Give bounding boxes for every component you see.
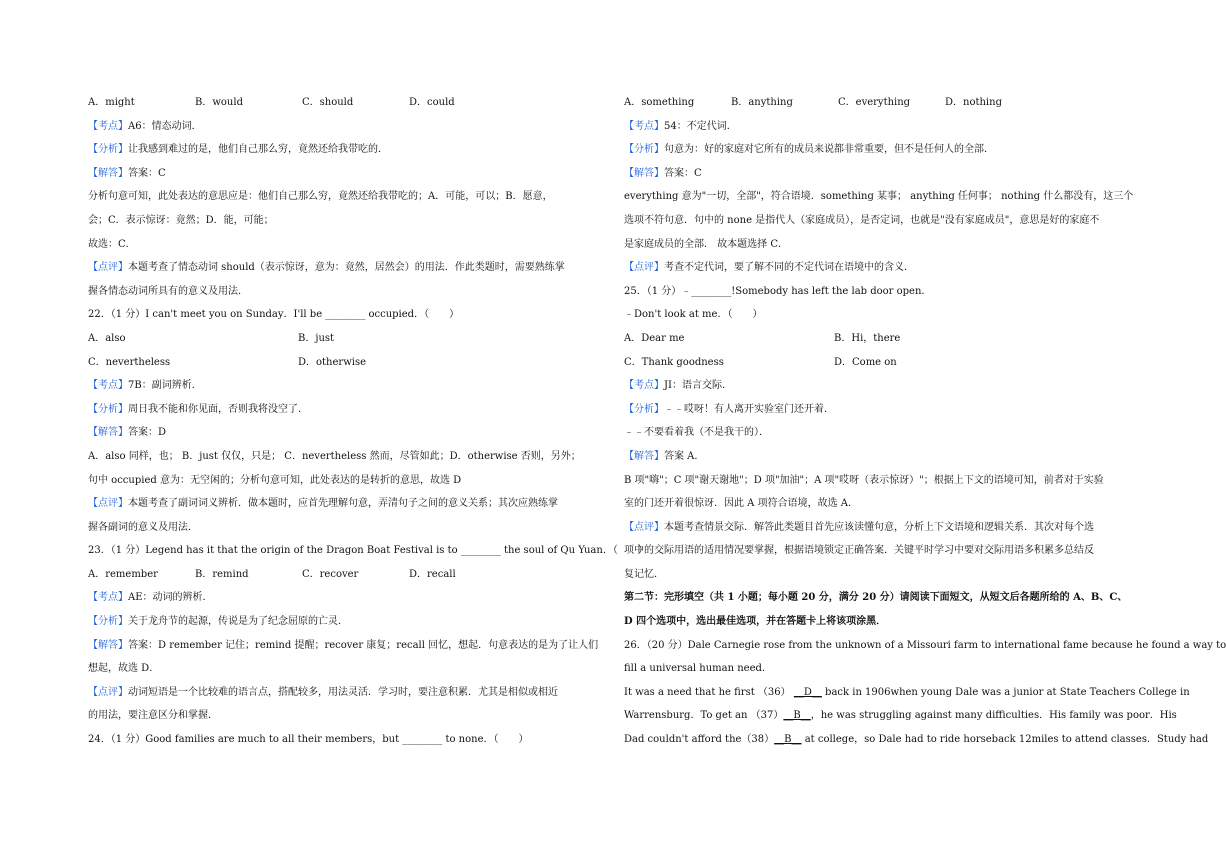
option-a: A．Dear me [624, 332, 685, 344]
option-b: B．Hi，there [834, 332, 901, 344]
section-heading-cont: D 四个选项中，选出最佳选项，并在答题卡上将该项涂黑． [624, 616, 887, 628]
q23-body-line: 想起，故选 D． [88, 663, 160, 675]
q23-dianping: 【点评】动词短语是一个比较难的语言点，搭配较多，用法灵活．学习时，要注意积累．尤其是相似或相近 [88, 686, 558, 698]
option-d: D．could [409, 97, 455, 108]
option-c: C．everything [838, 97, 911, 108]
q24-fenxi: 【分析】句意为：好的家庭对它所有的成员来说都非常重要，但不是任何人的全部． [624, 144, 994, 156]
option-d: D．recall [409, 568, 456, 580]
q24-dianping: 【点评】考查不定代词，要了解不同的不定代词在语境中的含义． [624, 262, 914, 274]
q25-options-row1 [624, 330, 1129, 354]
option-c: C．nevertheless [88, 356, 171, 368]
q25-dianping: 【点评】本题考查情景交际．解答此类题目首先应该读懂句意，分析上下文语境和逻辑关系．其次对每个选 [624, 521, 1094, 533]
q21-kaodian: 【考点】A6：情态动词． [88, 120, 202, 132]
option-d: D．otherwise [298, 356, 367, 368]
option-a: A．might [88, 97, 135, 108]
q24-body-line: 选项不符句意．句中的 none 是指代人（家庭成员），是否定词，也就是"没有家庭成员"，意思是好的家庭不 [624, 214, 1100, 226]
q22-dianping: 【点评】本题考查了副词词义辨析．做本题时，应首先理解句意，弄清句子之间的意义关系；其次应熟练掌 [88, 498, 558, 510]
option-b: B．just [298, 332, 335, 344]
q26-passage-line: Warrensburg．To get an （37）__B__，he was struggling against many difficulties．His family was poor．His [624, 710, 1177, 722]
q26-stem-cont: fill a universal human need． [624, 663, 772, 675]
q24-jieda: 【解答】答案：C [624, 167, 702, 179]
q22-body-line: 句中 occupied 意为：无空闲的；分析句意可知，此处表达的是转折的意思，故选 D [88, 474, 462, 486]
q21-dianping-cont: 握各情态动词所具有的意义及用法． [88, 285, 248, 297]
q22-stem: 22．（1 分）I can't meet you on Sunday．I'll be ________ occupied．（ ） [88, 309, 460, 321]
q24-body-line: 是家庭成员的全部． 故本题选择 C． [624, 238, 789, 250]
q22-jieda: 【解答】答案：D [88, 427, 167, 439]
section-heading: 第二节：完形填空（共 1 小题；每小题 20 分，满分 20 分）请阅读下面短文，从短文后各题所给的 A、B、C、 [624, 592, 1128, 604]
option-b: B．remind [195, 568, 249, 580]
right-column [624, 94, 1226, 755]
q23-stem: 23．（1 分）Legend has it that the origin of the Dragon Boat Festival is to ________ the soul of Qu Yuan．（ ） [88, 545, 648, 557]
q25-stem: 25．（1 分）﹣________!Somebody has left the lab door open． [624, 285, 932, 297]
q21-body-line: 分析句意可知，此处表达的意思应是：他们自己那么穷，竟然还给我带吃的；A．可能，可以；B．愿意， [88, 191, 553, 203]
q22-options-row2 [88, 354, 593, 378]
q26-stem: 26．（20 分）Dale Carnegie rose from the unknown of a Missouri farm to international fame because he found a way to [624, 639, 1226, 651]
q25-body-line: B 项"嗨"；C 项"谢天谢地"；D 项"加油"；A 项"哎呀（表示惊讶）"；根据上下文的语境可知，前者对于实验 [624, 474, 1104, 486]
q25-kaodian: 【考点】JI：语言交际． [624, 380, 732, 392]
q21-body-line: 会；C．表示惊讶：竟然；D．能，可能； [88, 214, 274, 226]
q21-jieda: 【解答】答案：C [88, 167, 166, 179]
option-b: B．anything [731, 97, 793, 108]
q24-options [624, 94, 1129, 118]
q23-options [88, 566, 593, 590]
option-a: A．something [624, 97, 695, 108]
blank-38-answer: __B__ [774, 734, 802, 746]
q23-dianping-cont: 的用法，要注意区分和掌握． [88, 710, 218, 722]
blank-36-answer: __D__ [793, 686, 822, 698]
q22-dianping-cont: 握各副词的意义及用法． [88, 521, 198, 533]
q23-kaodian: 【考点】AE：动词的辨析． [88, 592, 213, 604]
option-d: D．Come on [834, 356, 897, 368]
option-c: C．should [302, 97, 354, 108]
q25-dianping-cont: 复记忆． [624, 568, 664, 580]
q26-passage-line: It was a need that he first （36） __D__ back in 1906when young Dale was a junior at State Teachers College in [624, 686, 1190, 698]
q25-body-line: 室的门还开着很惊讶．因此 A 项符合语境，故选 A． [624, 498, 858, 510]
q24-kaodian: 【考点】54：不定代词． [624, 120, 737, 132]
q24-body-line: everything 意为"一切，全部"，符合语境．something 某事； anything 任何事； nothing 什么都没有，这三个 [624, 191, 1134, 203]
q25-jieda: 【解答】答案 A． [624, 450, 705, 462]
q21-dianping: 【点评】本题考查了情态动词 should（表示惊讶，意为：竟然，居然会）的用法．作此类题时，需要熟练掌 [88, 262, 565, 274]
q22-fenxi: 【分析】周日我不能和你见面，否则我将没空了． [88, 403, 308, 415]
q22-options-row1 [88, 330, 593, 354]
blank-37-answer: __B__ [783, 710, 811, 722]
q22-kaodian: 【考点】7B：副词辨析． [88, 380, 202, 392]
option-b: B．would [195, 97, 243, 108]
q25-dianping-cont: 项中的交际用语的适用情况要掌握，根据语境锁定正确答案．关键平时学习中要对交际用语多积累多总结反 [624, 545, 1094, 557]
q25-stem-reply: ﹣Don't look at me．（ ） [624, 309, 763, 321]
q25-fenxi-cont: ﹣﹣不要看着我（不是我干的）． [624, 427, 769, 439]
q21-fenxi: 【分析】让我感到难过的是，他们自己那么穷，竟然还给我带吃的． [88, 144, 388, 156]
q23-fenxi: 【分析】关于龙舟节的起源，传说是为了纪念屈原的亡灵． [88, 616, 348, 628]
q24-stem: 24．（1 分）Good families are much to all their members，but ________ to none．（ ） [88, 734, 529, 746]
q23-jieda: 【解答】答案：D remember 记住；remind 提醒；recover 康复；recall 回忆，想起．句意表达的是为了让人们 [88, 639, 599, 651]
option-a: A．remember [88, 568, 158, 580]
q21-body-line: 故选：C． [88, 238, 136, 250]
q21-options [88, 94, 593, 118]
option-c: C．Thank goodness [624, 356, 724, 368]
option-c: C．recover [302, 568, 359, 580]
q22-body-line: A．also 同样，也； B．just 仅仅，只是； C．nevertheless 然而，尽管如此；D．otherwise 否则，另外； [88, 450, 581, 462]
q26-passage-line: Dad couldn't afford the（38）__B__ at college，so Dale had to ride horseback 12miles to attend classes．Study had [624, 734, 1209, 746]
q25-options-row2 [624, 354, 1129, 378]
option-a: A．also [88, 332, 126, 344]
option-d: D．nothing [945, 97, 1002, 108]
q25-fenxi: 【分析】﹣﹣哎呀！有人离开实验室门还开着． [624, 403, 834, 415]
